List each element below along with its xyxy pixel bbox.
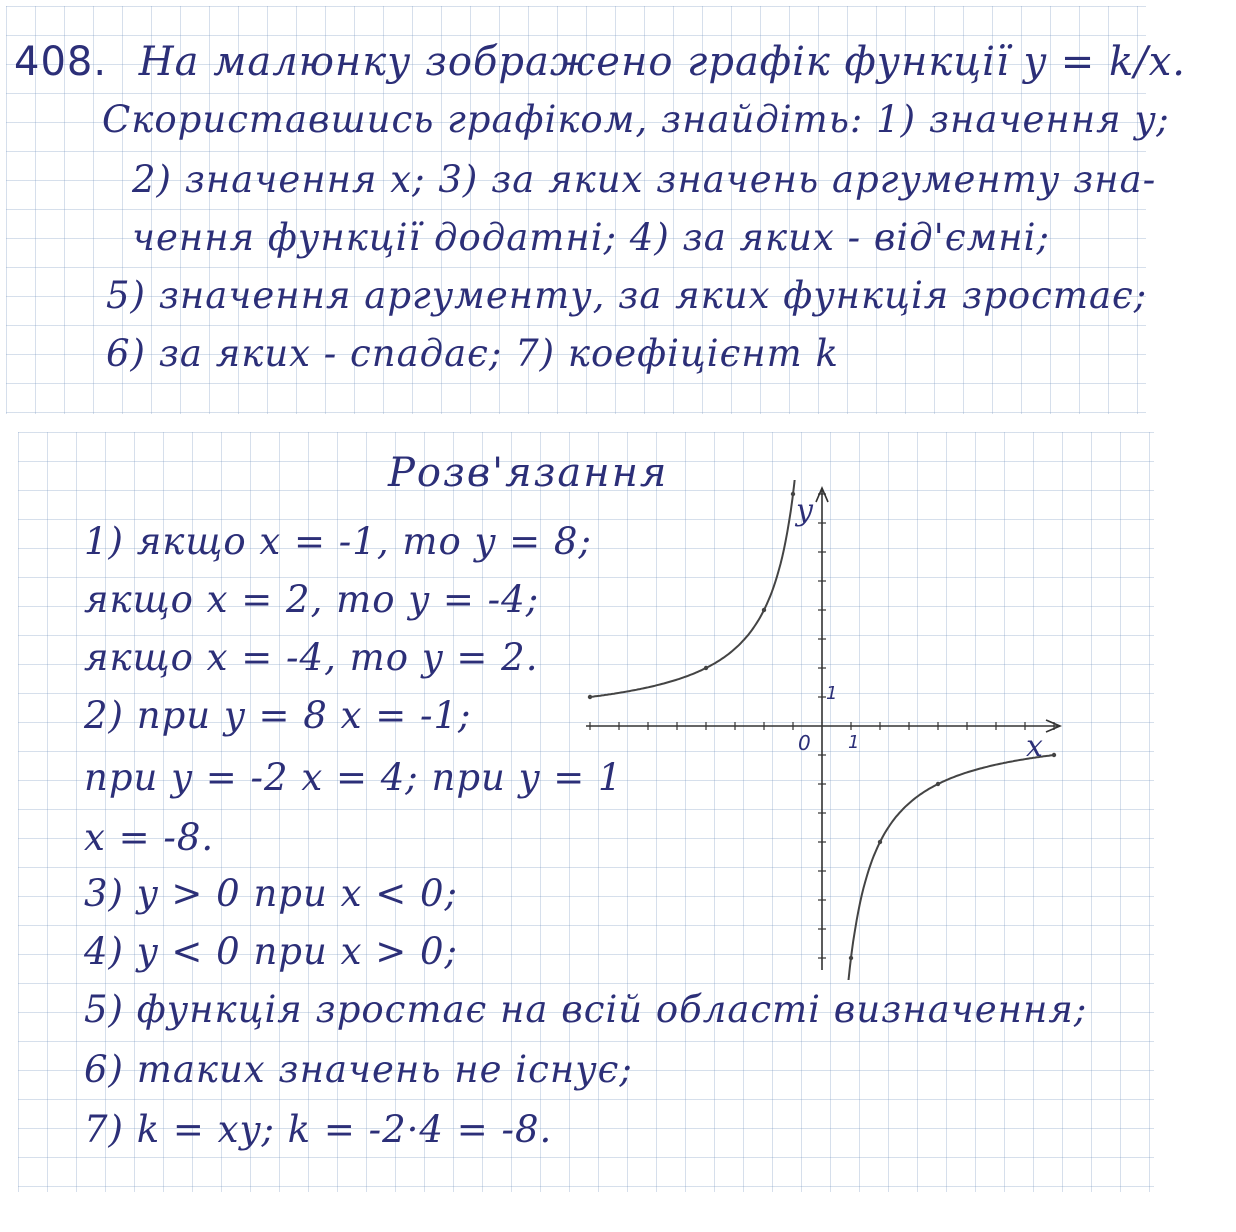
origin-label: 0 [798,731,811,755]
graph-point [878,840,882,844]
solution-line-2: якщо x = 2, то y = -4; [84,578,540,621]
solution-line-10: 6) таких значень не існує; [84,1048,633,1091]
solution-line-11: 7) k = xy; k = -2·4 = -8. [84,1108,553,1151]
solution-line-8: 4) y < 0 при x > 0; [84,930,458,973]
problem-line-1 [14,40,1186,84]
left-branch-curve [590,480,796,697]
graph-point [588,695,592,699]
problem-line-6: 6) за яких - спадає; 7) коефіцієнт k [106,332,839,375]
graph-point [704,666,708,670]
problem-number: 408. [14,39,108,85]
solution-title: Розв'язання [388,450,669,496]
y-axis-label: y [796,493,813,528]
problem-line-2: Скориставшись графіком, знайдіть: 1) значення y; [102,98,1170,141]
unit-x-label: 1 [848,732,860,753]
problem-line-4: чення функції додатні; 4) за яких - від'ємні; [132,216,1050,259]
problem-text-1: На малюнку зображено графік функції y = k/x. [138,39,1186,85]
right-branch-curve [848,755,1054,980]
solution-line-4: 2) при y = 8 x = -1; [84,694,472,737]
problem-statement [14,39,1186,380]
solution-line-5: при y = -2 x = 4; при y = 1 [84,756,623,799]
solution-line-9: 5) функція зростає на всій області визначення; [84,988,1088,1031]
graph-point [1052,753,1056,757]
hyperbola-graph [580,480,1070,980]
problem-line-5: 5) значення аргументу, за яких функція зростає; [106,274,1148,317]
problem-line-3: 2) значення x; 3) за яких значень аргументу зна- [132,158,1157,201]
solution-line-7: 3) y > 0 при x < 0; [84,872,458,915]
solution-line-3: якщо x = -4, то y = 2. [84,636,539,679]
unit-y-label: 1 [826,683,838,704]
solution-line-1: 1) якщо x = -1, то y = 8; [84,520,592,563]
graph-point [849,956,853,960]
graph-point [762,608,766,612]
solution-line-6: x = -8. [84,816,215,859]
x-axis-label: x [1026,729,1043,764]
graph-point [936,782,940,786]
graph-point [791,492,795,496]
